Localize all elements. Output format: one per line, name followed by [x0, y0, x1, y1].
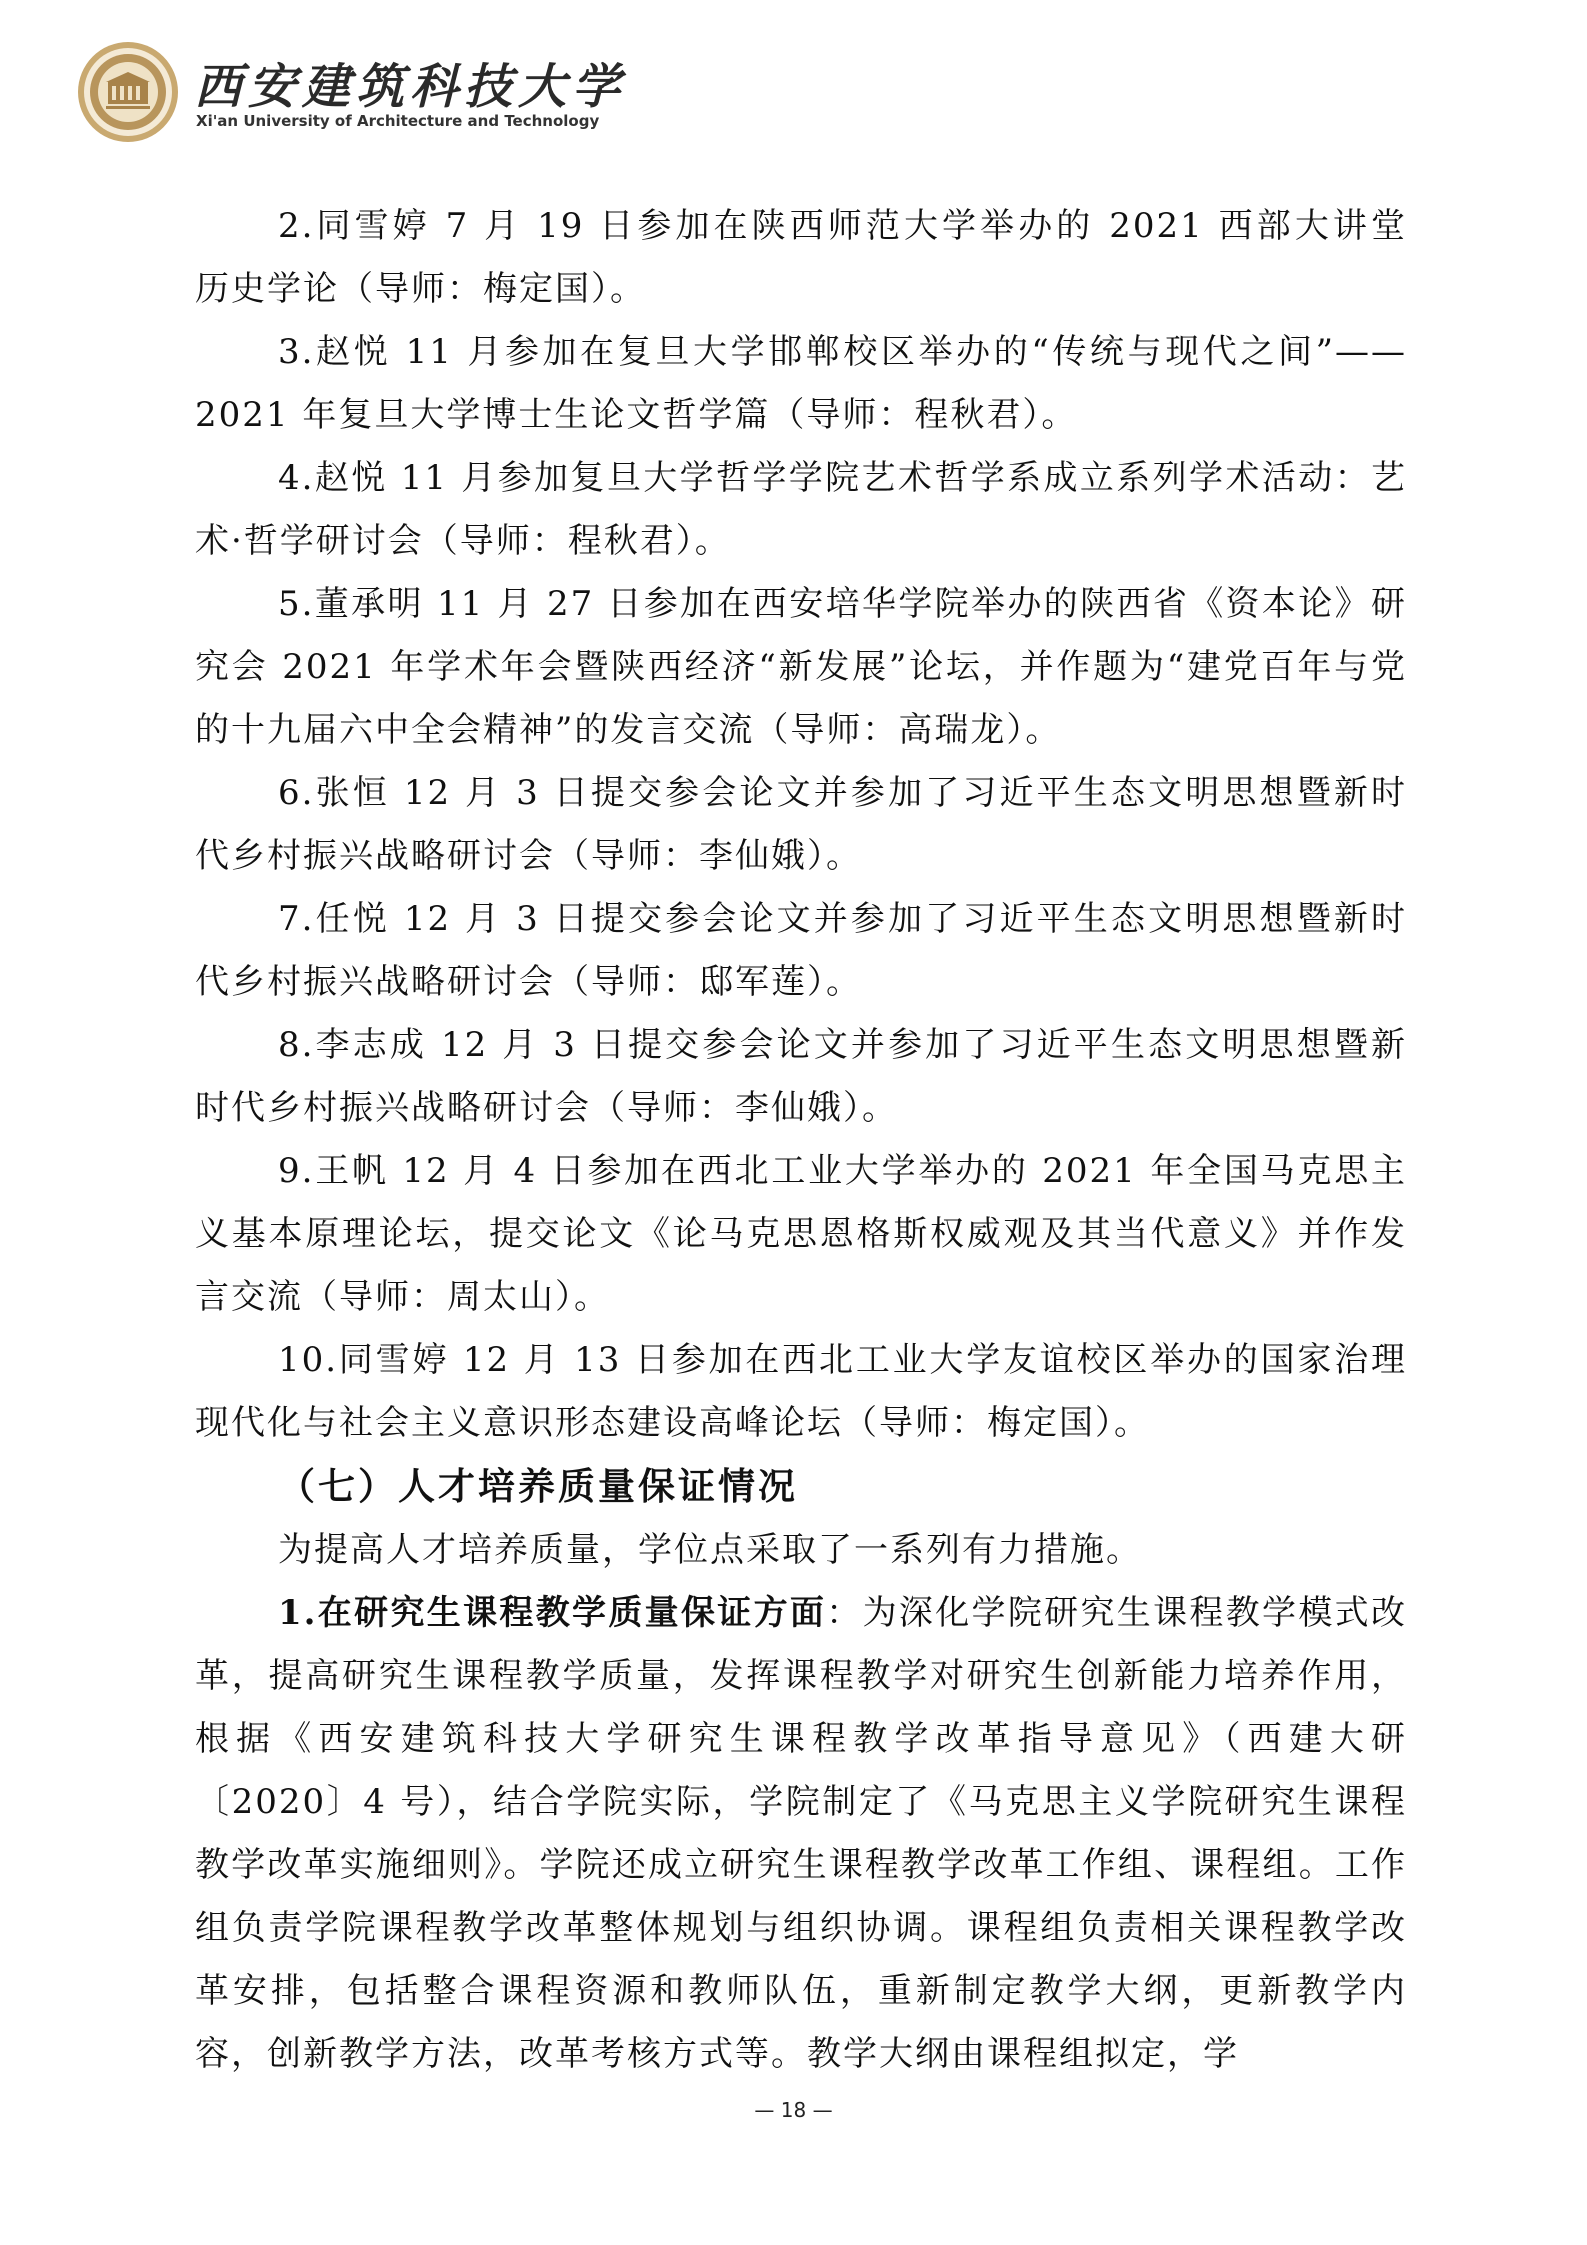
- page-header: [76, 40, 627, 150]
- university-name-cn: 西安建筑科技大学: [194, 59, 627, 115]
- list-item: 3.赵悦 11 月参加在复旦大学邯郸校区举办的“传统与现代之间”——2021 年复旦大学博士生论文哲学篇（导师：程秋君）。: [195, 332, 1407, 435]
- list-item: 2.同雪婷 7 月 19 日参加在陕西师范大学举办的 2021 西部大讲堂 历史学论（导师：梅定国）。: [195, 206, 1443, 309]
- measure-lead: 1.在研究生课程教学质量保证方面: [278, 1593, 827, 1633]
- page-number: — 18 —: [754, 2098, 833, 2122]
- list-item: 10.同雪婷 12 月 13 日参加在西北工业大学友谊校区举办的国家治理现代化与社会主义意识形态建设高峰论坛（导师：梅定国）。: [195, 1340, 1407, 1443]
- section-heading: （七）人才培养质量保证情况: [278, 1465, 798, 1508]
- university-name-en: Xi'an University of Architecture and Technology: [196, 112, 600, 130]
- measure-paragraph: [195, 1582, 1407, 2086]
- list-item: 6.张恒 12 月 3 日提交参会论文并参加了习近平生态文明思想暨新时代乡村振兴战略研讨会（导师：李仙娥）。: [195, 773, 1407, 876]
- intro-paragraph: 为提高人才培养质量，学位点采取了一系列有力措施。: [278, 1530, 1142, 1570]
- document-body: [195, 195, 1443, 2086]
- list-item: 9.王帆 12 月 4 日参加在西北工业大学举办的 2021 年全国马克思主义基本原理论坛，提交论文《论马克思恩格斯权威观及其当代意义》并作发言交流（导师：周太山）。: [195, 1151, 1407, 1317]
- list-item: 7.任悦 12 月 3 日提交参会论文并参加了习近平生态文明思想暨新时代乡村振兴战略研讨会（导师：邸军莲）。: [195, 899, 1407, 1002]
- university-seal-icon: [76, 40, 180, 144]
- list-item: 4.赵悦 11 月参加复旦大学哲学学院艺术哲学系成立系列学术活动：艺术·哲学研讨会（导师：程秋君）。: [195, 458, 1407, 561]
- measure-text: ：为深化学院研究生课程教学模式改革，提高研究生课程教学质量，发挥课程教学对研究生创新能力培养作用，根据《西安建筑科技大学研究生课程教学改革指导意见》（西建大研〔2020〕4 号），结合学院实际，学院制定了《马克思主义学院研究生课程教学改革实施细则》。学院还成立研究生课程教学改革工作组、课程组。工作组负责学院课程教学改革整体规划与组织协调。课程组负责相关课程教学改革安排，包括整合课程资源和教师队伍，重新制定教学大纲，更新教学内容，创新教学方法，改革考核方式等。教学大纲由课程组拟定，学: [195, 1593, 1407, 2074]
- list-item: 5.董承明 11 月 27 日参加在西安培华学院举办的陕西省《资本论》研究会 2021 年学术年会暨陕西经济“新发展”论坛，并作题为“建党百年与党的十九届六中全会精神”的发言交流（导师：高瑞龙）。: [195, 584, 1407, 750]
- list-item: 8.李志成 12 月 3 日提交参会论文并参加了习近平生态文明思想暨新时代乡村振兴战略研讨会（导师：李仙娥）。: [195, 1025, 1407, 1128]
